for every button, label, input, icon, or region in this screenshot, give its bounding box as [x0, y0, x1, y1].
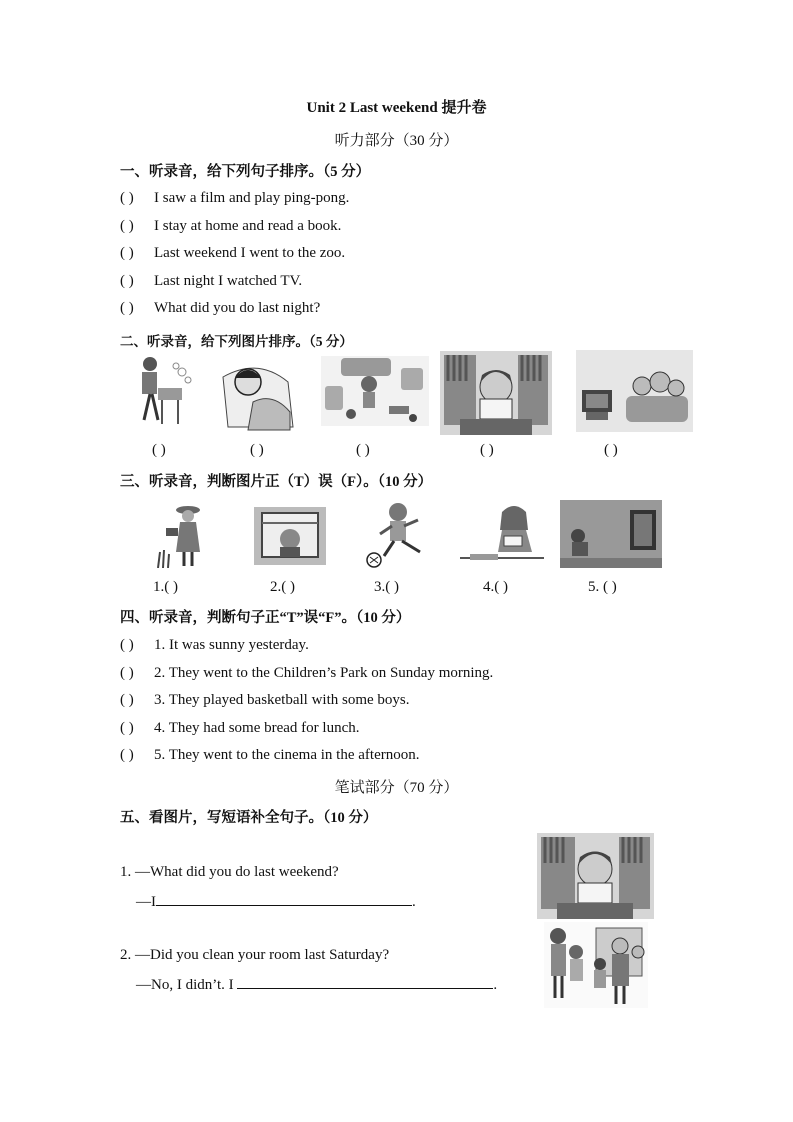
answer-paren[interactable]: ( ) [250, 442, 264, 458]
washing-clothes-picture [130, 354, 194, 426]
sentence: 4. They had some bread for lunch. [154, 720, 360, 736]
answer-label-5[interactable]: 5. ( ) [588, 579, 617, 595]
section-5-heading: 五、看图片，写短语补全句子。（10 分） [120, 810, 378, 826]
list-item [120, 245, 345, 262]
answer-paren[interactable]: ( ) [120, 245, 134, 261]
answer-paren[interactable]: ( ) [120, 665, 134, 681]
answer-paren[interactable]: ( ) [120, 692, 134, 708]
sentence: Last night I watched TV. [154, 273, 303, 289]
girl-reading-picture [460, 502, 544, 566]
answer-label-2[interactable]: 2.( ) [270, 579, 295, 595]
answer-paren[interactable]: ( ) [480, 442, 494, 458]
list-item [120, 273, 302, 290]
boy-at-window-picture [254, 507, 326, 565]
sentence: I saw a film and play ping-pong. [154, 190, 350, 206]
list-item [120, 218, 341, 235]
section-2-heading: 二、听录音，给下列图片排序。（5 分） [120, 334, 353, 349]
section-3-heading: 三、听录音，判断图片正（T）误（F）。（10 分） [120, 474, 433, 490]
sentence: Last weekend I went to the zoo. [154, 245, 346, 261]
watching-tv-picture [560, 500, 662, 568]
answer-label-4[interactable]: 4.( ) [483, 579, 508, 595]
sentence: 1. It was sunny yesterday. [154, 637, 309, 653]
page-title: Unit 2 Last weekend 提升卷 [306, 100, 487, 116]
section-1-heading: 一、听录音，给下列句子排序。（5 分） [120, 164, 371, 180]
list-item [120, 190, 349, 207]
list-item [120, 692, 410, 709]
written-section-title: 笔试部分（70 分） [334, 780, 459, 796]
answer-paren[interactable]: ( ) [120, 637, 134, 653]
answer-line-1 [136, 892, 416, 911]
watering-plants-picture [154, 502, 206, 568]
listening-section-title: 听力部分（30 分） [334, 133, 459, 149]
answer-prefix: —No, I didn’t. I [136, 977, 238, 993]
answer-paren[interactable]: ( ) [356, 442, 370, 458]
answer-blank-2[interactable] [237, 975, 493, 989]
section-4-heading: 四、听录音，判断句子正“T”误“F”。（10 分） [120, 610, 411, 626]
sentence: What did you do last night? [154, 300, 321, 316]
messy-room-picture [321, 356, 429, 426]
answer-paren[interactable]: ( ) [120, 300, 134, 316]
sentence: I stay at home and read a book. [154, 218, 342, 234]
answer-paren[interactable]: ( ) [604, 442, 618, 458]
sentence: 5. They went to the cinema in the afternoon. [154, 747, 420, 763]
family-visiting-picture [544, 922, 648, 1008]
answer-paren[interactable]: ( ) [120, 190, 134, 206]
answer-prefix: —I [136, 894, 156, 910]
answer-label-3[interactable]: 3.( ) [374, 579, 399, 595]
answer-paren[interactable]: ( ) [120, 747, 134, 763]
list-item [120, 637, 309, 654]
boy-reading-picture [440, 351, 552, 435]
question-2: 2. —Did you clean your room last Saturday? [120, 947, 390, 963]
answer-end: . [493, 977, 498, 993]
boy-reading-books-picture [537, 833, 654, 919]
sick-in-bed-picture [218, 352, 298, 432]
question-1: 1. —What did you do last weekend? [120, 864, 339, 880]
answer-paren[interactable]: ( ) [120, 720, 134, 736]
family-watching-tv-picture [576, 350, 693, 432]
list-item [120, 300, 320, 317]
list-item [120, 747, 419, 764]
list-item [120, 665, 493, 682]
sentence: 2. They went to the Children’s Park on Sunday morning. [154, 665, 494, 681]
sentence: 3. They played basketball with some boys. [154, 692, 410, 708]
answer-blank-1[interactable] [156, 892, 412, 906]
answer-paren[interactable]: ( ) [120, 273, 134, 289]
answer-paren[interactable]: ( ) [120, 218, 134, 234]
list-item [120, 720, 360, 737]
answer-end: . [412, 894, 416, 910]
boy-playing-football-picture [362, 500, 434, 570]
answer-paren[interactable]: ( ) [152, 442, 166, 458]
answer-line-2 [136, 975, 497, 994]
answer-label-1[interactable]: 1.( ) [153, 579, 178, 595]
